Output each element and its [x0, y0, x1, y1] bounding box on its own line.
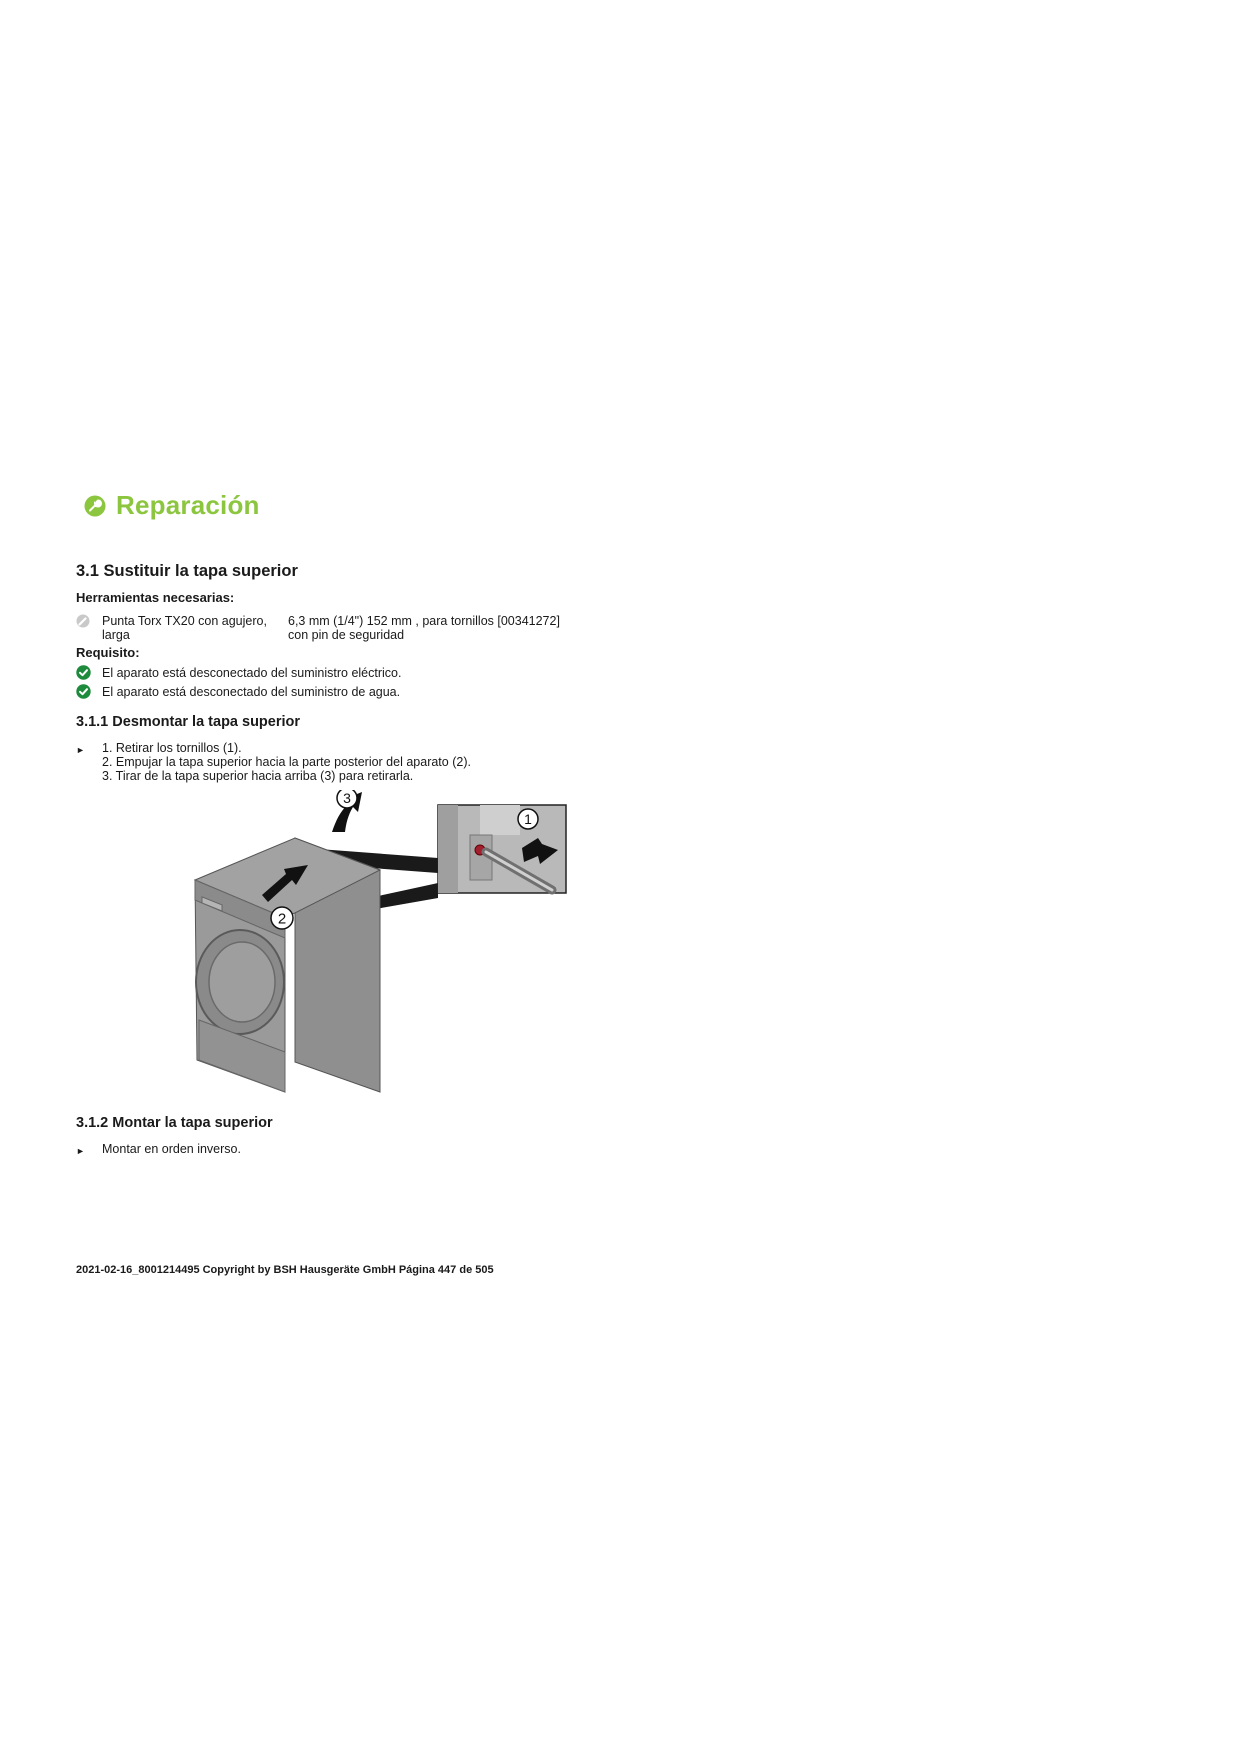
page-footer: 2021-02-16_8001214495 Copyright by BSH Hausgeräte GmbH Página 447 de 505 [76, 1264, 494, 1276]
step-item: 3. Tirar de la tapa superior hacia arriba (3) para retirarla. [102, 769, 414, 783]
step-item: 1. Retirar los tornillos (1). [102, 741, 242, 755]
callout-label: 3 [343, 790, 351, 806]
check-circle-icon [76, 665, 91, 680]
step-item: 2. Empujar la tapa superior hacia la parte posterior del aparato (2). [102, 755, 471, 769]
requirement-item: El aparato está desconectado del suministro de agua. [76, 684, 400, 699]
dryer-illustration [180, 790, 580, 1095]
step-list [76, 1142, 241, 1158]
tool-row [76, 614, 668, 642]
tool-name: Punta Torx TX20 con agujero, larga [102, 614, 267, 642]
step-item: Montar en orden inverso. [102, 1142, 241, 1156]
step-list [76, 741, 471, 783]
chapter-heading [84, 490, 260, 521]
subsection-title: 3.1.2 Montar la tapa superior [76, 1115, 273, 1131]
chapter-title: Reparación [116, 490, 260, 520]
tools-label: Herramientas necesarias: [76, 590, 235, 605]
requirement-label: Requisito: [76, 645, 140, 660]
bullet-triangle-icon: ► [76, 1146, 85, 1156]
bullet-triangle-icon: ► [76, 745, 85, 755]
callout-label: 2 [277, 910, 287, 928]
tool-bit-icon [76, 614, 90, 628]
requirement-item: El aparato está desconectado del suministro eléctrico. [76, 665, 401, 680]
tool-spec: 6,3 mm (1/4") 152 mm , para tornillos [00341272] con pin de seguridad [288, 614, 560, 642]
section-title: 3.1 Sustituir la tapa superior [76, 562, 298, 580]
wrench-icon [84, 495, 106, 517]
callout-label: 1 [524, 811, 532, 827]
subsection-title: 3.1.1 Desmontar la tapa superior [76, 714, 301, 730]
check-circle-icon [76, 684, 91, 699]
